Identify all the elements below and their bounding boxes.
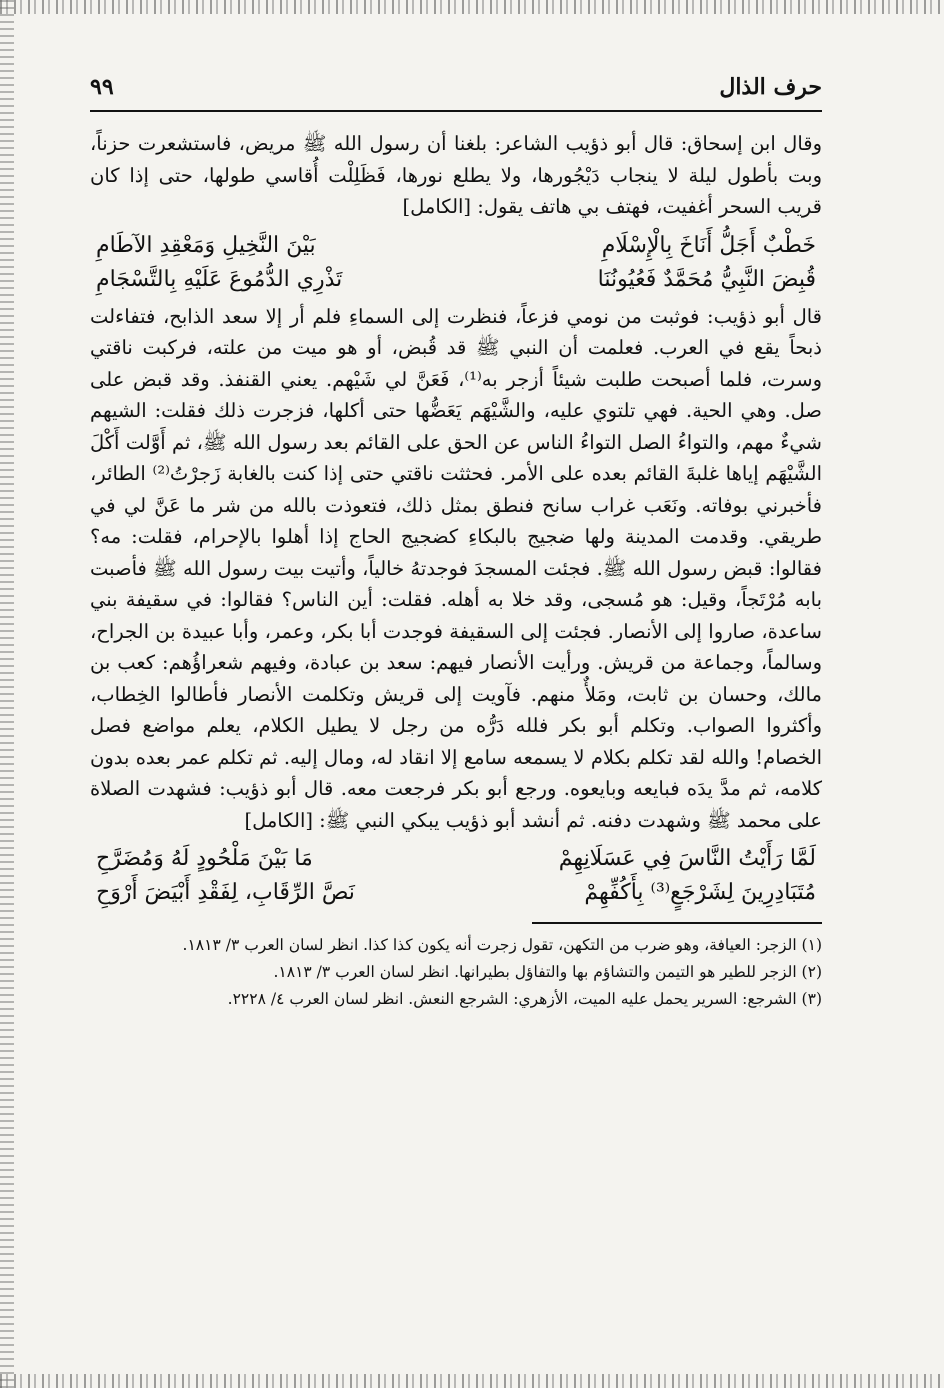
decorative-border-left bbox=[0, 0, 14, 1388]
book-page bbox=[90, 70, 822, 1360]
paragraph: قال أبو ذؤيب: فوثبت من نومي فزعاً، فنظرت إلى السماءِ فلم أر إلا سعد الذابح، فتفاءلت ذبحاً يقع في العرب. فعلمت أن النبي ﷺ قد قُبض، أو هو ميت من علته، فركبت ناقتي وسرت، فلما أصبحت طلبت شيئاً أزجر به⁽¹⁾، فَعَنَّ لي شَيْهم. يعني القنفذ. وقد قبض على صل. وهي الحية. فهي تلتوي عليه، والشَّيْهَم يَعَضُّها حتى أكلها، فزجرت ذلك فقلت: الشيهم شيءٌ مهم، والتواءُ الصل التواءُ الناس عن الحق على القائم بعد رسول الله ﷺ، ثم أَوَّلت أَكْلَ الشَّيْهَم إياها غلبةَ القائم بعده على الأمر. فحثثت ناقتي حتى إذا كنت بالغابة زَجرْتُ⁽²⁾ الطائر، فأخبرني بوفاته. ونَعَب غراب سانح فنطق بمثل ذلك، فتعوذت بالله من شر ما عَنَّ لي في طريقي. وقدمت المدينة ولها ضجيج بالبكاءِ كضجيج الحاج إذا أهلوا بالإحرام، فقلت: مه؟ فقالوا: قبض رسول الله ﷺ. فجئت المسجدَ فوجدتهُ خالياً، وأتيت بيت رسول الله ﷺ فأصبت بابه مُرْتَجاً، وقيل: هو مُسجى، وقد خلا به أهله. فقلت: أين الناس؟ فقالوا: في سقيفة بني ساعدة، صاروا إلى الأنصار. فجئت إلى السقيفة فوجدت أبا بكر، وعمر، وأبا عبيدة بن الجراح، وسالماً، وجماعة من قريش. ورأيت الأنصار فيهم: سعد بن عبادة، وفيهم شعراؤُهم: كعب بن مالك، وحسان بن ثابت، ومَلأٌ منهم. فآويت إلى قريش وتكلمت الأنصار فأطالوا الخِطاب، وأكثروا الصواب. وتكلم أبو بكر فلله دَرُّه من رجل لا يطيل الكلام، يعلم مواضع فصل الخصام! والله لقد تكلم بكلام لا يسمعه سامع إلا انقاد له، ومال إليه. ثم تكلم عمر بعده بدون كلامه، ثم مدَّ يدَه فبايعه وبايعوه. ورجع أبو بكر فرجعت معه. قال أبو ذؤيب: فشهدت الصلاة على محمد ﷺ وشهدت دفنه. ثم أنشد أبو ذؤيب يبكي النبي ﷺ: [الكامل] bbox=[90, 304, 823, 832]
footnote: (٢) الزجر للطير هو التيمن والتشاؤم بها والتفاؤل بطيرانها. انظر لسان العرب ٣/ ١٨١٣. bbox=[273, 963, 822, 981]
main-text bbox=[90, 128, 822, 910]
verse-line bbox=[90, 842, 822, 876]
page-number: ٩٩ bbox=[90, 74, 114, 100]
decorative-border-top bbox=[0, 0, 944, 14]
verse-line bbox=[90, 263, 822, 297]
verse-hemistich-second: مَا بَيْنَ مَلْحُودٍ لَهُ وَمُضَرَّحِ bbox=[96, 846, 313, 871]
chapter-title: حرف الذال bbox=[719, 74, 822, 100]
verse-line bbox=[90, 229, 822, 263]
verse-hemistich-first: قُبِضَ النَّبِيُّ مُحَمَّدٌ فَعُيُونُنَا bbox=[597, 266, 816, 292]
verse-hemistich-first: مُتَبَادِرِينَ لِشَرْجَعٍ⁽³⁾ بِأَكُفِّهِمْ bbox=[584, 880, 816, 905]
footnotes bbox=[90, 932, 822, 1013]
verse-hemistich-first: خَطْبٌ أَجَلُّ أَنَاخَ بِالْإِسْلَامِ bbox=[601, 232, 816, 258]
poem-block-2 bbox=[90, 842, 822, 910]
poem-block-1 bbox=[90, 229, 822, 297]
verse-line bbox=[90, 876, 822, 910]
verse-hemistich-first: لَمَّا رَأَيْتُ النَّاسَ فِي عَسَلَانِهِمْ bbox=[558, 846, 816, 871]
footnote-separator bbox=[532, 922, 822, 924]
verse-hemistich-second: نَصَّ الرِّقَابِ، لِفَقْدِ أَبْيَضَ أَرْوَحِ bbox=[96, 880, 355, 905]
footnote: (١) الزجر: العيافة، وهو ضرب من التكهن، تقول زجرت أنه يكون كذا كذا. انظر لسان العرب ٣/ ١٨١٣. bbox=[182, 936, 822, 954]
footnote: (٣) الشرجع: السرير يحمل عليه الميت، الأزهري: الشرجع النعش. انظر لسان العرب ٤/ ٢٢٢٨. bbox=[227, 990, 822, 1008]
verse-hemistich-second: بَيْنَ النَّخِيلِ وَمَعْقِدِ الآطَامِ bbox=[96, 232, 316, 258]
page-header bbox=[90, 70, 822, 112]
paragraph: وقال ابن إسحاق: قال أبو ذؤيب الشاعر: بلغنا أن رسول الله ﷺ مريض، فاستشعرت حزناً، وبت بأطول ليلة لا ينجاب دَيْجُورها، ولا يطلع نورها، فَظَلِلْت أُقاسي طولها، حتى إذا كان قريب السحر أغفيت، فهتف بي هاتف يقول: [الكامل] bbox=[90, 132, 822, 218]
decorative-border-bottom bbox=[0, 1374, 944, 1388]
verse-hemistich-second: تَذْرِي الدُّمُوعَ عَلَيْهِ بِالتَّسْجَامِ bbox=[96, 266, 343, 292]
